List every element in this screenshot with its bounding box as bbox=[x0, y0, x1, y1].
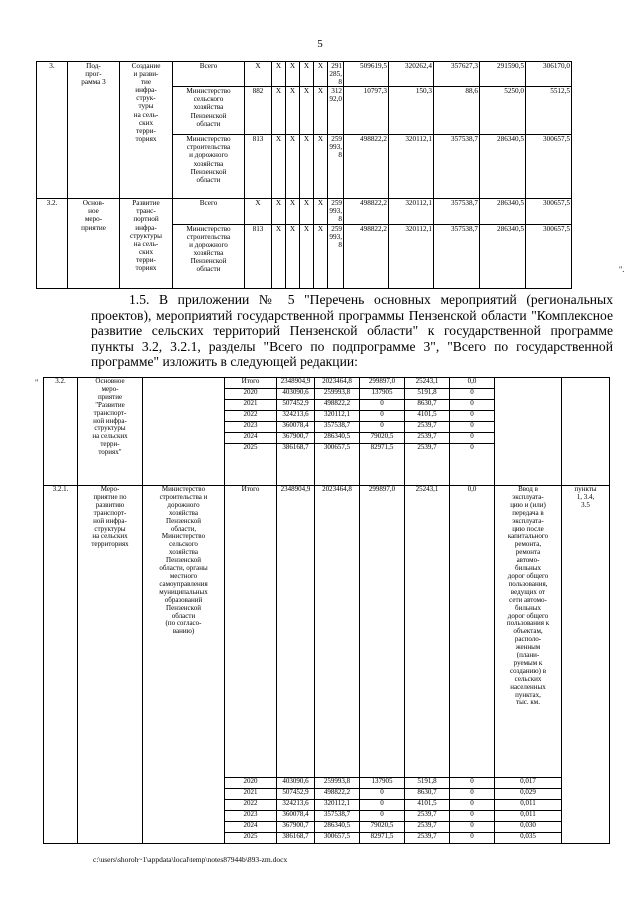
value-fed: 137905 bbox=[360, 389, 405, 400]
value-fed: 299897,0 bbox=[360, 378, 405, 389]
value-rz: X bbox=[272, 87, 286, 135]
value-fed: 0 bbox=[360, 789, 405, 800]
value-reg: 320112,1 bbox=[315, 411, 360, 422]
value-reg: 286340,5 bbox=[315, 822, 360, 833]
value-csr: X bbox=[300, 224, 314, 288]
value-y2020: 259993,8 bbox=[329, 199, 342, 224]
value-reg: 286340,5 bbox=[315, 433, 360, 444]
value-y2021: 498822,2 bbox=[344, 224, 389, 288]
value-fed: 79020,5 bbox=[360, 433, 405, 444]
value-total: 507452,9 bbox=[277, 789, 315, 800]
value-reg: 2023464,8 bbox=[315, 378, 360, 389]
value-reg: 498822,2 bbox=[315, 400, 360, 411]
value-reg: 498822,2 bbox=[315, 789, 360, 800]
value-y2021: 509619,5 bbox=[344, 62, 389, 87]
value-other: 0 bbox=[450, 433, 495, 444]
value-vr: X bbox=[314, 199, 328, 224]
value-reg: 300657,5 bbox=[315, 833, 360, 844]
item-number: 3.2. bbox=[44, 378, 78, 486]
value-csr: X bbox=[300, 87, 314, 135]
value-grbs: 813 bbox=[245, 224, 272, 288]
item-name: Основ- ное меро- приятие bbox=[68, 199, 120, 288]
value-pr: X bbox=[286, 199, 300, 224]
value-y2020: 259993,8 bbox=[328, 135, 344, 199]
value-total: 367900,7 bbox=[277, 822, 315, 833]
value-total: 324213,6 bbox=[277, 411, 315, 422]
value-fed: 299897,0 bbox=[360, 486, 405, 778]
value-loc: 4101,5 bbox=[405, 800, 450, 811]
value-other: 0 bbox=[450, 778, 495, 789]
value-grbs: X bbox=[245, 62, 272, 87]
value-loc: 2539,7 bbox=[405, 444, 450, 486]
item-number: 3.2.1. bbox=[44, 486, 78, 844]
value-y2025: 300657,5 bbox=[526, 199, 572, 224]
value-y2020: 259993,8 bbox=[328, 224, 344, 288]
year-cell: 2025 bbox=[225, 833, 277, 844]
value-loc: 2539,7 bbox=[405, 822, 450, 833]
indicator-value: 0,035 bbox=[495, 833, 562, 844]
value-rz: X bbox=[272, 224, 286, 288]
value-reg: 357538,7 bbox=[315, 811, 360, 822]
value-y2022: 320112,1 bbox=[389, 199, 434, 224]
value-fed: 79020,5 bbox=[360, 822, 405, 833]
indicator-cell: Ввод в эксплуата- цию и (или) передача в эксплуата- цию после капитального ремонта, ремонта автомо- бильных дорог общего пользования, ведущих от сети автомо- бильных дорог общего пользования к объектам, располо- женным (плани- руемым к созданию) в сельских населенных пунктах, тыс. км. bbox=[495, 486, 562, 778]
indicator-value: 0,011 bbox=[495, 800, 562, 811]
value-pr: X bbox=[286, 87, 300, 135]
year-cell: Итого bbox=[225, 486, 277, 778]
value-y2024: 5250,0 bbox=[480, 87, 526, 135]
value-loc: 8630,7 bbox=[405, 400, 450, 411]
value-y2022: 320112,1 bbox=[389, 224, 434, 288]
value-csr: X bbox=[300, 62, 314, 87]
value-csr: X bbox=[300, 199, 314, 224]
value-reg: 357538,7 bbox=[315, 422, 360, 433]
indicator-value: 0,030 bbox=[495, 822, 562, 833]
value-total: 360078,4 bbox=[277, 811, 315, 822]
year-cell: 2025 bbox=[225, 444, 277, 486]
value-fed: 0 bbox=[360, 411, 405, 422]
item-name: Основное меро- приятие "Развитие транспорт- ной инфра- структуры на сельских терри- ториях" bbox=[78, 378, 143, 486]
value-loc: 25243,1 bbox=[405, 378, 450, 389]
value-other: 0 bbox=[450, 400, 495, 411]
year-cell: 2022 bbox=[225, 411, 277, 422]
page-number: 5 bbox=[317, 38, 323, 50]
value-total: 507452,9 bbox=[277, 400, 315, 411]
closing-quote-mark: ". bbox=[619, 265, 625, 274]
value-y2024: 291590,5 bbox=[480, 62, 526, 87]
value-loc: 2539,7 bbox=[405, 422, 450, 433]
value-y2023: 88,6 bbox=[434, 87, 480, 135]
finance-table-subprogram-3 bbox=[36, 61, 617, 289]
value-other: 0 bbox=[450, 422, 495, 433]
table-row bbox=[37, 62, 617, 87]
value-y2021: 10797,3 bbox=[344, 87, 389, 135]
value-rz: X bbox=[272, 199, 286, 224]
value-loc: 5191,8 bbox=[405, 389, 450, 400]
value-grbs: X bbox=[245, 199, 272, 224]
value-vr: X bbox=[314, 62, 328, 87]
value-fed: 82971,5 bbox=[360, 833, 405, 844]
indicator-value: 0,011 bbox=[495, 811, 562, 822]
value-fed: 0 bbox=[360, 422, 405, 433]
item-goal: Развитие транс- портной инфра- структуры на сель- ских терри- ториях bbox=[120, 199, 173, 288]
value-fed: 0 bbox=[360, 811, 405, 822]
value-total: 2348904,9 bbox=[277, 378, 315, 389]
year-cell: Итого bbox=[225, 378, 277, 389]
value-y2025: 5512,5 bbox=[526, 87, 572, 135]
value-y2021: 498822,2 bbox=[344, 199, 389, 224]
table-row bbox=[37, 199, 617, 224]
value-y2022: 320262,4 bbox=[389, 62, 434, 87]
value-rz: X bbox=[272, 62, 286, 87]
table-row bbox=[44, 378, 610, 389]
points-cell: пункты 1, 3.4, 3.5 bbox=[562, 486, 610, 844]
year-cell: 2024 bbox=[225, 433, 277, 444]
value-reg: 259993,8 bbox=[315, 778, 360, 789]
value-y2025: 300657,5 bbox=[526, 224, 572, 288]
opening-quote-mark: " bbox=[35, 378, 39, 387]
value-pr: X bbox=[286, 135, 300, 199]
value-y2023: 357538,7 bbox=[434, 199, 480, 224]
indicator-value: 0,017 bbox=[495, 778, 562, 789]
value-pr: X bbox=[286, 224, 300, 288]
value-other: 0 bbox=[450, 833, 495, 844]
executor-cell: Всего bbox=[173, 199, 245, 224]
value-fed: 0 bbox=[360, 400, 405, 411]
value-y2025: 300657,5 bbox=[526, 135, 572, 199]
executor-cell: Министерство строительства и дорожного хозяйства Пензенской области bbox=[173, 135, 245, 199]
value-csr: X bbox=[300, 135, 314, 199]
year-cell: 2023 bbox=[225, 422, 277, 433]
value-loc: 2539,7 bbox=[405, 811, 450, 822]
value-loc: 5191,8 bbox=[405, 778, 450, 789]
value-other: 0,0 bbox=[450, 378, 495, 389]
value-vr: X bbox=[314, 87, 328, 135]
executor-cell: Министерство сельского хозяйства Пензенской области bbox=[173, 87, 245, 135]
item-number: 3. bbox=[37, 62, 68, 199]
value-pr: X bbox=[286, 62, 300, 87]
footer-file-path: c:\users\shoroh~1\appdata\local\temp\notes87944b\893-zm.docx bbox=[93, 855, 288, 864]
value-grbs: 882 bbox=[245, 87, 272, 135]
value-total: 403090,6 bbox=[277, 778, 315, 789]
value-reg: 259993,8 bbox=[315, 389, 360, 400]
value-total: 386168,7 bbox=[277, 444, 315, 486]
item-goal: Создание и разви- тие инфра- струк- туры на сель- ских терри- ториях bbox=[120, 62, 173, 199]
value-reg: 320112,1 bbox=[315, 800, 360, 811]
year-cell: 2021 bbox=[225, 789, 277, 800]
value-y2023: 357627,3 bbox=[434, 62, 480, 87]
value-y2020: 291285,8 bbox=[329, 62, 342, 87]
value-other: 0 bbox=[450, 411, 495, 422]
value-fed: 0 bbox=[360, 800, 405, 811]
value-total: 403090,6 bbox=[277, 389, 315, 400]
value-y2020: 31292,0 bbox=[328, 87, 344, 135]
value-y2024: 286340,5 bbox=[480, 135, 526, 199]
executor-cell: Министерство строительства и дорожного хозяйства Пензенской области, Министерство сельского хозяйства Пензенской области, органы местного самоуправления муниципальных образований Пензенской области (по согласо- ванию) bbox=[143, 486, 225, 844]
year-cell: 2022 bbox=[225, 800, 277, 811]
value-other: 0 bbox=[450, 789, 495, 800]
value-grbs: 813 bbox=[245, 135, 272, 199]
amendment-paragraph bbox=[91, 292, 613, 370]
indicator-value: 0,029 bbox=[495, 789, 562, 800]
value-loc: 25243,1 bbox=[405, 486, 450, 778]
value-y2021: 498822,2 bbox=[344, 135, 389, 199]
value-y2024: 286340,5 bbox=[480, 224, 526, 288]
indicator-cell-empty bbox=[495, 378, 562, 486]
value-loc: 2539,7 bbox=[405, 833, 450, 844]
value-loc: 2539,7 bbox=[405, 433, 450, 444]
table-row bbox=[44, 486, 610, 778]
executor-cell-empty bbox=[143, 378, 225, 486]
amendment-paragraph-text: 1.5. В приложении № 5 "Перечень основных мероприятий (региональных проектов), мероприятий государственной программы Пензенской области "Комплексное развитие сельских территорий Пензенской области" к государственной программе пункты 3.2, 3.2.1, разделы "Всего по подпрограмме 3", "Всего по государственной программе" изложить в следующей редакции: bbox=[91, 292, 613, 369]
value-loc: 8630,7 bbox=[405, 789, 450, 800]
value-other: 0 bbox=[450, 822, 495, 833]
item-number: 3.2. bbox=[37, 199, 68, 288]
year-cell: 2023 bbox=[225, 811, 277, 822]
executor-cell: Всего bbox=[173, 62, 245, 87]
value-y2022: 150,3 bbox=[389, 87, 434, 135]
value-other: 0,0 bbox=[450, 486, 495, 778]
value-y2023: 357538,7 bbox=[434, 135, 480, 199]
value-other: 0 bbox=[450, 389, 495, 400]
value-other: 0 bbox=[450, 811, 495, 822]
value-total: 360078,4 bbox=[277, 422, 315, 433]
year-cell: 2024 bbox=[225, 822, 277, 833]
value-loc: 4101,5 bbox=[405, 411, 450, 422]
value-y2024: 286340,5 bbox=[480, 199, 526, 224]
year-cell: 2020 bbox=[225, 778, 277, 789]
year-cell: 2020 bbox=[225, 389, 277, 400]
value-y2025: 306170,0 bbox=[526, 62, 572, 87]
value-total: 324213,6 bbox=[277, 800, 315, 811]
value-reg: 2023464,8 bbox=[315, 486, 360, 778]
item-name: Под- прог- рамма 3 bbox=[68, 62, 120, 199]
value-fed: 137905 bbox=[360, 778, 405, 789]
value-total: 386168,7 bbox=[277, 833, 315, 844]
item-name: Меро- приятие по развитию транспорт- ной инфра- структуры на сельских территориях bbox=[78, 486, 143, 844]
activities-table bbox=[43, 377, 610, 844]
year-cell: 2021 bbox=[225, 400, 277, 411]
points-cell-empty bbox=[562, 378, 610, 486]
value-reg: 300657,5 bbox=[315, 444, 360, 486]
value-other: 0 bbox=[450, 800, 495, 811]
value-total: 2348904,9 bbox=[277, 486, 315, 778]
value-total: 367900,7 bbox=[277, 433, 315, 444]
value-fed: 82971,5 bbox=[360, 444, 405, 486]
value-y2022: 320112,1 bbox=[389, 135, 434, 199]
value-other: 0 bbox=[450, 444, 495, 486]
value-rz: X bbox=[272, 135, 286, 199]
executor-cell: Министерство строительства и дорожного хозяйства Пензенской области bbox=[173, 224, 245, 288]
value-y2023: 357538,7 bbox=[434, 224, 480, 288]
value-vr: X bbox=[314, 135, 328, 199]
value-vr: X bbox=[314, 224, 328, 288]
